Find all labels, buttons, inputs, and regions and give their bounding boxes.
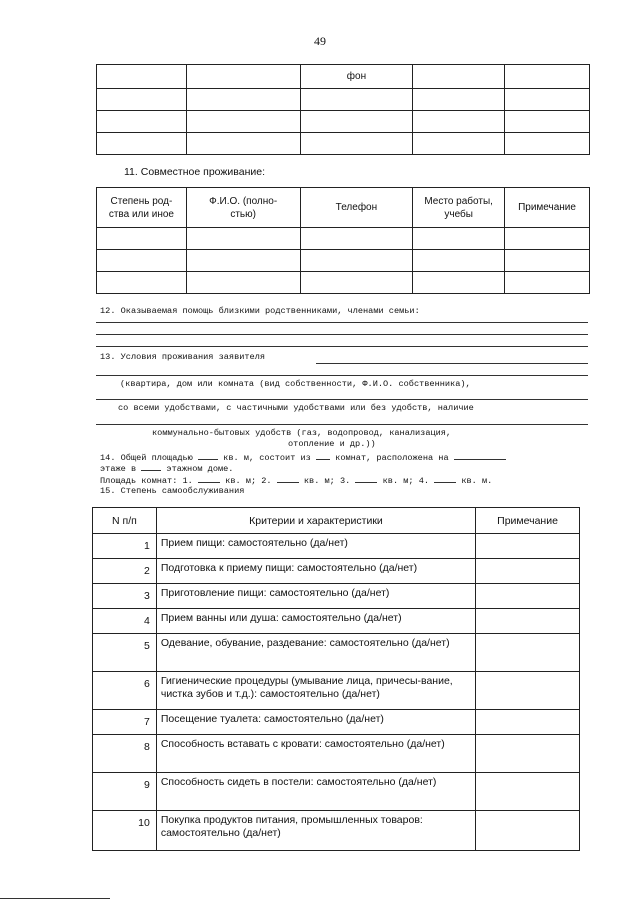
column-header-fullname: Ф.И.О. (полно- стью) [186, 188, 300, 228]
fill-line[interactable] [96, 334, 588, 335]
note-cell[interactable] [476, 811, 580, 851]
note-cell[interactable] [476, 634, 580, 672]
table-row [97, 228, 590, 250]
row-number: 5 [93, 634, 157, 672]
note-cell[interactable] [476, 584, 580, 609]
row-number: 8 [93, 735, 157, 773]
criteria-text: Гигиенические процедуры (умывание лица, причесы-вание, чистка зубов и т.д.): самостоятельно (да/нет) [156, 672, 475, 710]
footnote-divider [0, 898, 110, 899]
table-cell[interactable] [505, 272, 590, 294]
note-cell[interactable] [476, 534, 580, 559]
note-cell[interactable] [476, 609, 580, 634]
floor-blank[interactable] [454, 451, 506, 460]
table-cell [97, 133, 187, 155]
table-row [97, 133, 590, 155]
table-cell [186, 111, 300, 133]
table-cell [97, 111, 187, 133]
table-row [97, 250, 590, 272]
row-number: 10 [93, 811, 157, 851]
table-cell [505, 133, 590, 155]
table-row [93, 584, 580, 609]
section-13-hint: отопление и др.)) [288, 439, 376, 449]
table-row [93, 672, 580, 710]
table-cell [413, 65, 505, 89]
table-cell [300, 89, 413, 111]
column-header-criteria: Критерии и характеристики [156, 508, 475, 534]
table-row [93, 609, 580, 634]
criteria-text: Подготовка к приему пищи: самостоятельно (да/нет) [156, 559, 475, 584]
section-13-hint: коммунально-бытовых удобств (газ, водопровод, канализация, [152, 428, 452, 438]
column-header-note: Примечание [505, 188, 590, 228]
table-cell [505, 65, 590, 89]
section-11-title: 11. Совместное проживание: [124, 166, 265, 178]
table-row [93, 811, 580, 851]
table-header-row [97, 188, 590, 228]
note-cell[interactable] [476, 710, 580, 735]
row-number: 9 [93, 773, 157, 811]
table-cell[interactable] [300, 228, 413, 250]
section-12-text: 12. Оказываемая помощь близкими родственниками, членами семьи: [100, 306, 420, 316]
fill-line[interactable] [96, 322, 588, 323]
note-cell[interactable] [476, 672, 580, 710]
column-header-relation: Степень род- ства или иное [97, 188, 187, 228]
section-13-label: 13. Условия проживания заявителя [100, 352, 266, 362]
column-header-number: N п/п [93, 508, 157, 534]
continuation-table [96, 64, 590, 155]
section-13-hint: (квартира, дом или комната (вид собственности, Ф.И.О. собственника), [120, 379, 471, 389]
area-blank[interactable] [198, 451, 218, 460]
page-number: 49 [314, 34, 326, 48]
table-cell[interactable] [186, 250, 300, 272]
row-number: 2 [93, 559, 157, 584]
room-area-blank[interactable] [355, 474, 377, 483]
table-row [93, 773, 580, 811]
table-row [93, 735, 580, 773]
table-header-row [93, 508, 580, 534]
table-cell[interactable] [300, 272, 413, 294]
rooms-blank[interactable] [316, 451, 330, 460]
note-cell[interactable] [476, 773, 580, 811]
criteria-text: Приготовление пищи: самостоятельно (да/нет) [156, 584, 475, 609]
section-13-hint: со всеми удобствами, с частичными удобствами или без удобств, наличие [118, 403, 474, 413]
column-header-phone: Телефон [300, 188, 413, 228]
table-cell [505, 89, 590, 111]
criteria-text: Покупка продуктов питания, промышленных товаров: самостоятельно (да/нет) [156, 811, 475, 851]
criteria-text: Посещение туалета: самостоятельно (да/нет) [156, 710, 475, 735]
table-cell [97, 89, 187, 111]
table-row [93, 634, 580, 672]
table-cell [186, 89, 300, 111]
table-cell[interactable] [505, 228, 590, 250]
criteria-text: Способность вставать с кровати: самостоятельно (да/нет) [156, 735, 475, 773]
row-number: 3 [93, 584, 157, 609]
table-row [93, 534, 580, 559]
table-cell: фон [300, 65, 413, 89]
section-14-line: 14. Общей площадью кв. м, состоит из комнат, расположена на [100, 451, 506, 464]
table-row [97, 111, 590, 133]
table-cell[interactable] [505, 250, 590, 272]
section-14-line: этаже в этажном доме. [100, 464, 234, 474]
cohabitation-table [96, 187, 590, 294]
table-cell[interactable] [413, 228, 505, 250]
table-cell[interactable] [300, 250, 413, 272]
self-care-table [92, 507, 580, 851]
table-cell[interactable] [97, 272, 187, 294]
criteria-text: Прием ванны или душа: самостоятельно (да/нет) [156, 609, 475, 634]
section-14-line: Площадь комнат: 1. кв. м; 2. кв. м; 3. кв. м; 4. кв. м. [100, 476, 493, 486]
row-number: 7 [93, 710, 157, 735]
row-number: 6 [93, 672, 157, 710]
table-cell [413, 133, 505, 155]
table-cell [186, 65, 300, 89]
table-cell [186, 133, 300, 155]
criteria-text: Способность сидеть в постели: самостоятельно (да/нет) [156, 773, 475, 811]
table-cell [300, 111, 413, 133]
table-cell[interactable] [97, 228, 187, 250]
fill-line[interactable] [96, 346, 588, 347]
storeys-blank[interactable] [141, 462, 161, 471]
room-area-blank[interactable] [434, 474, 456, 483]
note-cell[interactable] [476, 735, 580, 773]
row-number: 1 [93, 534, 157, 559]
fill-line[interactable] [96, 375, 588, 376]
table-row [93, 710, 580, 735]
table-cell [97, 65, 187, 89]
row-number: 4 [93, 609, 157, 634]
table-cell[interactable] [413, 250, 505, 272]
table-cell[interactable] [186, 228, 300, 250]
column-header-note: Примечание [476, 508, 580, 534]
table-cell [413, 111, 505, 133]
table-row [97, 272, 590, 294]
room-area-blank[interactable] [198, 474, 220, 483]
column-header-workplace: Место работы, учебы [413, 188, 505, 228]
room-area-blank[interactable] [277, 474, 299, 483]
table-cell [505, 111, 590, 133]
fill-line[interactable] [316, 363, 588, 364]
table-cell [300, 133, 413, 155]
section-15-title: 15. Степень самообслуживания [100, 486, 245, 496]
table-row [93, 559, 580, 584]
table-cell[interactable] [413, 272, 505, 294]
table-cell[interactable] [97, 250, 187, 272]
table-row [97, 89, 590, 111]
table-row [97, 65, 590, 89]
table-cell [413, 89, 505, 111]
criteria-text: Прием пищи: самостоятельно (да/нет) [156, 534, 475, 559]
fill-line[interactable] [96, 399, 588, 400]
table-cell[interactable] [186, 272, 300, 294]
note-cell[interactable] [476, 559, 580, 584]
fill-line[interactable] [96, 424, 588, 425]
criteria-text: Одевание, обувание, раздевание: самостоятельно (да/нет) [156, 634, 475, 672]
